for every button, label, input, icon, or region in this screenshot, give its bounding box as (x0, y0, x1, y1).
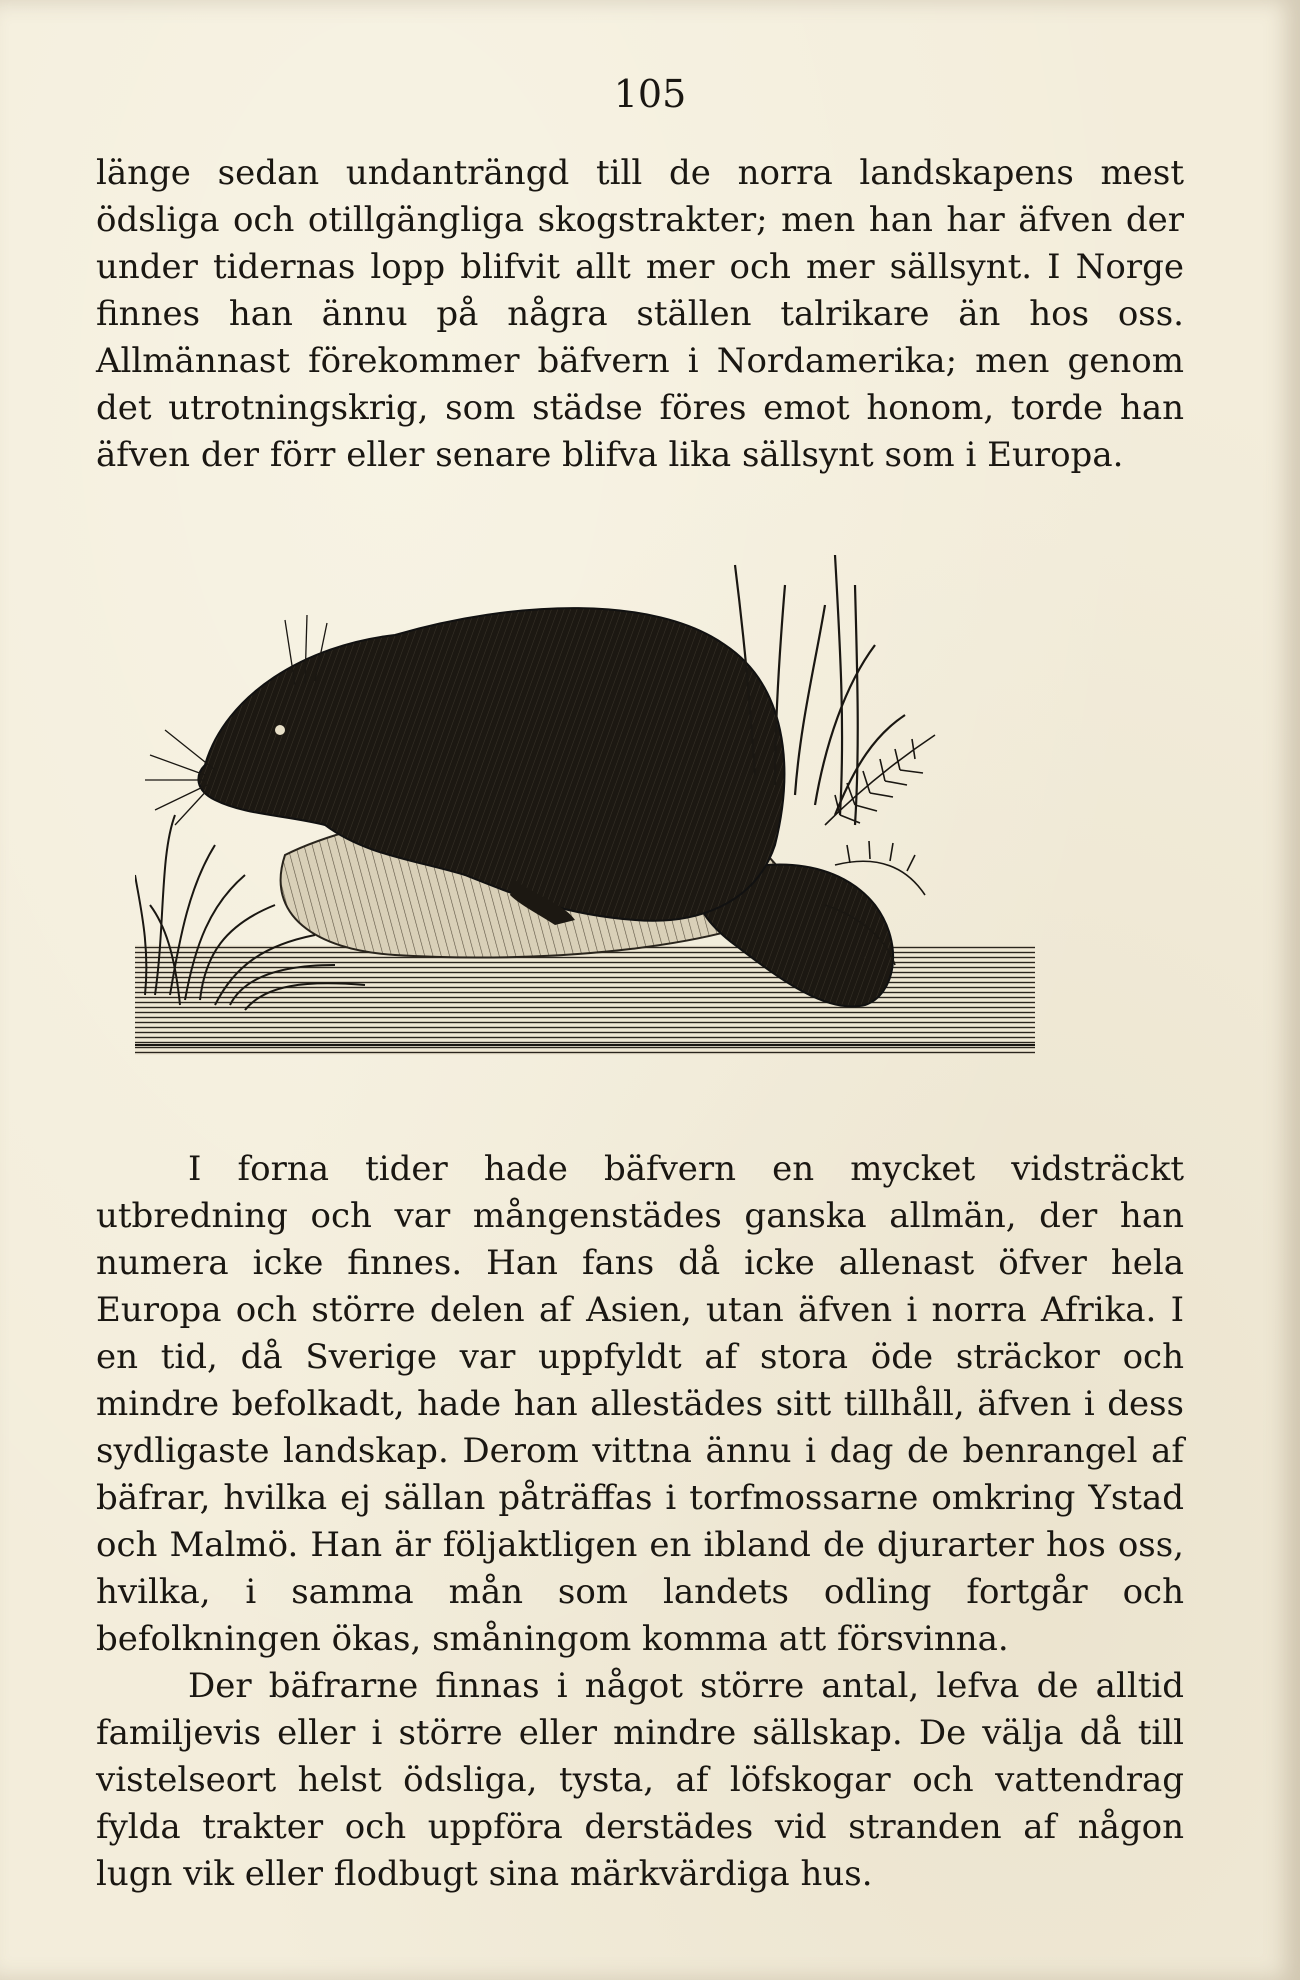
paragraph-2: I forna tider hade bäfvern en mycket vidsträckt utbredning och var mångenstädes ganska allmän, der han numera icke finnes. Han fans då icke allenast öfver hela Europa och större delen af Asien, utan äfven i norra Afrika. I en tid, då Sverige var uppfyldt af stora öde sträckor och mindre befolkadt, hade han allestädes sitt tillhåll, äfven i dess sydligaste landskap. Derom vittna ännu i dag de benrangel af bäfrar, hvilka ej sällan påträffas i torfmossarne omkring Ystad och Malmö. Han är följaktligen en ibland de djurarter hos oss, hvilka, i samma mån som landets odling fortgår och befolkningen ökas, småningom komma att försvinna. (96, 1149, 1184, 1659)
beaver-engraving (135, 525, 1135, 1085)
paragraph-3: Der bäfrarne finnas i något större antal, lefva de alltid familjevis eller i större eller mindre sällskap. De välja då till vistelseort helst ödsliga, tysta, af löfskogar och vattendrag fylda trakter och uppföra derstädes vid stranden af någon lugn vik eller flodbugt sina märkvärdiga hus. (96, 1666, 1184, 1894)
paragraph-1: länge sedan undanträngd till de norra landskapens mest ödsliga och otillgängliga skogstrakter; men han har äfven der under tidernas lopp blifvit allt mer och mer sällsynt. I Norge finnes han ännu på några ställen talrikare än hos oss. Allmännast förekommer bäfvern i Nordamerika; men genom det utrotningskrig, som städse föres emot honom, torde han äfven der förr eller senare blifva lika sällsynt som i Europa. (96, 153, 1184, 475)
water-lines (135, 945, 1035, 1055)
page-number: 105 (613, 72, 687, 116)
beaver-eye (275, 725, 285, 735)
